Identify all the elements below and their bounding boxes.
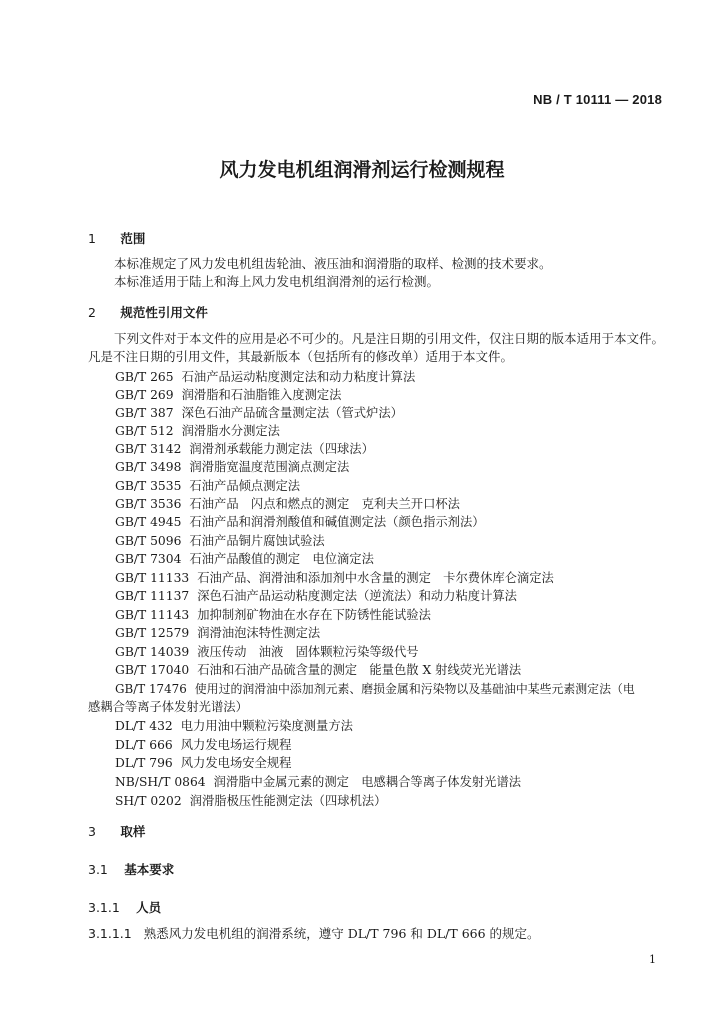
standard-code: NB / T 10111 — 2018 (533, 92, 662, 107)
reference-item (115, 773, 521, 791)
reference-code: GB/T 265 (115, 370, 174, 384)
reference-item (115, 680, 635, 698)
reference-item (115, 532, 325, 550)
reference-code: GB/T 12579 (115, 626, 190, 640)
reference-code: GB/T 3535 (115, 479, 182, 493)
section-title: 范围 (120, 231, 146, 246)
reference-item (115, 643, 419, 661)
section-1-heading (88, 229, 145, 247)
section-number: 3 (88, 824, 96, 839)
section-2-heading (88, 303, 208, 321)
reference-code: GB/T 17476 (115, 682, 187, 696)
paragraph: 凡是不注日期的引用文件，其最新版本（包括所有的修改单）适用于本文件。 (88, 349, 514, 364)
reference-title: 深色石油产品硫含量测定法（管式炉法） (181, 406, 403, 420)
reference-title: 润滑脂极压性能测定法（四球机法） (189, 794, 387, 808)
reference-code: GB/T 387 (115, 406, 174, 420)
clause-text: 熟悉风力发电机组的润滑系统，遵守 DL/T 796 和 DL/T 666 的规定。 (143, 926, 540, 941)
clause-number: 3.1.1.1 (88, 926, 132, 941)
subsection-title: 基本要求 (124, 862, 175, 877)
reference-title: 石油产品和润滑剂酸值和碱值测定法（颜色指示剂法） (189, 515, 485, 529)
reference-continuation (88, 698, 248, 716)
reference-title: 润滑剂承载能力测定法（四球法） (189, 442, 374, 456)
reference-item (115, 495, 460, 513)
reference-title: 润滑脂水分测定法 (181, 424, 280, 438)
reference-item (115, 717, 353, 735)
reference-title: 深色石油产品运动粘度测定法（逆流法）和动力粘度计算法 (197, 589, 517, 603)
reference-title: 石油产品酸值的测定 电位滴定法 (189, 552, 374, 566)
paragraph: 下列文件对于本文件的应用是必不可少的。凡是注日期的引用文件，仅注日期的版本适用于本文件。 (114, 331, 665, 346)
section-number: 2 (88, 305, 96, 320)
clause-item (88, 925, 540, 943)
section-3-heading (88, 822, 145, 840)
reference-code: GB/T 512 (115, 424, 174, 438)
reference-code: GB/T 5096 (115, 534, 182, 548)
reference-code: GB/T 3498 (115, 460, 182, 474)
reference-code: GB/T 17040 (115, 663, 190, 677)
reference-title: 风力发电场安全规程 (180, 756, 292, 770)
reference-item (115, 422, 280, 440)
reference-title: 石油产品倾点测定法 (189, 479, 301, 493)
reference-code: GB/T 11133 (115, 571, 190, 585)
reference-item (115, 550, 374, 568)
reference-code: GB/T 11143 (115, 608, 190, 622)
section-title: 取样 (120, 824, 146, 839)
reference-item (115, 754, 291, 772)
reference-title: 加抑制剂矿物油在水存在下防锈性能试验法 (197, 608, 431, 622)
reference-title: 液压传动 油液 固体颗粒污染等级代号 (197, 645, 419, 659)
paragraph: 本标准规定了风力发电机组齿轮油、液压油和润滑脂的取样、检测的技术要求。 (114, 256, 552, 271)
reference-item (115, 368, 415, 386)
page-title: 风力发电机组润滑剂运行检测规程 (219, 159, 505, 181)
section-number: 1 (88, 231, 96, 246)
subsection-3-1-1-heading (88, 898, 161, 916)
reference-title: 电力用油中颗粒污染度测量方法 (180, 719, 353, 733)
reference-title: 风力发电场运行规程 (180, 738, 292, 752)
reference-item (115, 440, 374, 458)
reference-code: GB/T 4945 (115, 515, 182, 529)
reference-item (115, 606, 431, 624)
reference-code: GB/T 3142 (115, 442, 182, 456)
reference-code: GB/T 11137 (115, 589, 190, 603)
reference-item (115, 569, 554, 587)
reference-code: GB/T 14039 (115, 645, 190, 659)
reference-item (115, 624, 320, 642)
reference-title: 石油产品铜片腐蚀试验法 (189, 534, 325, 548)
reference-title: 石油和石油产品硫含量的测定 能量色散 X 射线荧光光谱法 (197, 663, 522, 677)
reference-title: 润滑脂和石油脂锥入度测定法 (181, 388, 342, 402)
reference-item (115, 404, 403, 422)
page-number: 1 (649, 953, 656, 966)
subsection-title: 人员 (136, 900, 162, 915)
reference-item (115, 386, 341, 404)
reference-code: DL/T 796 (115, 756, 173, 770)
reference-code: DL/T 432 (115, 719, 173, 733)
paragraph: 本标准适用于陆上和海上风力发电机组润滑剂的运行检测。 (114, 274, 440, 289)
reference-title: 润滑油泡沫特性测定法 (197, 626, 321, 640)
reference-item (115, 513, 485, 531)
reference-code: GB/T 269 (115, 388, 174, 402)
reference-item (115, 661, 521, 679)
reference-title: 润滑脂宽温度范围滴点测定法 (189, 460, 350, 474)
reference-code: SH/T 0202 (115, 794, 182, 808)
reference-code: GB/T 7304 (115, 552, 182, 566)
reference-title: 润滑脂中金属元素的测定 电感耦合等离子体发射光谱法 (213, 775, 522, 789)
reference-title: 使用过的润滑油中添加剂元素、磨损金属和污染物以及基础油中某些元素测定法（电 (194, 682, 635, 696)
reference-title: 石油产品、润滑油和添加剂中水含量的测定 卡尔费休库仑滴定法 (197, 571, 554, 585)
reference-title: 石油产品运动粘度测定法和动力粘度计算法 (181, 370, 416, 384)
reference-title: 感耦合等离子体发射光谱法） (88, 700, 248, 714)
reference-item (115, 458, 349, 476)
reference-code: DL/T 666 (115, 738, 173, 752)
section-title: 规范性引用文件 (120, 305, 208, 320)
subsection-number: 3.1 (88, 862, 108, 877)
reference-item (115, 792, 386, 810)
reference-item (115, 477, 300, 495)
subsection-number: 3.1.1 (88, 900, 120, 915)
reference-code: NB/SH/T 0864 (115, 775, 206, 789)
subsection-3-1-heading (88, 860, 174, 878)
reference-item (115, 587, 517, 605)
reference-item (115, 736, 291, 754)
reference-title: 石油产品 闪点和燃点的测定 克利夫兰开口杯法 (189, 497, 460, 511)
reference-code: GB/T 3536 (115, 497, 182, 511)
